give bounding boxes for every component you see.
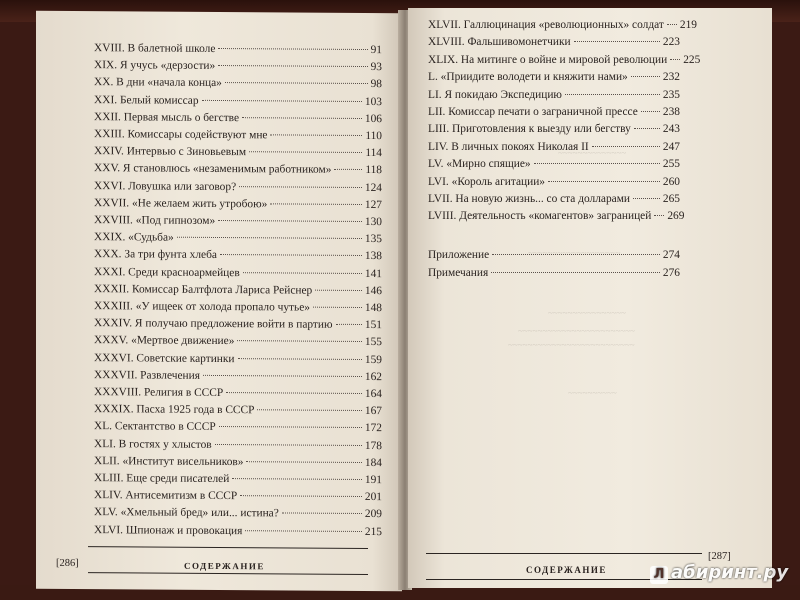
toc-entry-title: LVII. На новую жизнь... со ста долларами xyxy=(428,193,631,205)
toc-entry-page: 223 xyxy=(662,36,680,49)
toc-entry xyxy=(94,488,382,504)
toc-entry-page: 127 xyxy=(364,198,382,211)
toc-entry-title: XLV. «Хмельный бред» или... истина? xyxy=(94,506,279,520)
toc-entry-page: 130 xyxy=(364,216,382,229)
toc-entry-page: 274 xyxy=(662,249,680,261)
dot-leader xyxy=(220,254,362,256)
toc-entry-page: 269 xyxy=(667,210,685,223)
toc-entry-page: 232 xyxy=(662,71,680,84)
show-through-text: ~~~~~~~~~~~~~~ xyxy=(558,148,627,158)
watermark-text: абиринт.ру xyxy=(671,562,789,583)
toc-entry xyxy=(94,41,382,57)
dot-leader xyxy=(574,41,660,42)
toc-entry xyxy=(428,122,680,136)
toc-entry-title: XLVII. Галлюцинация «революционных» солдат xyxy=(428,19,664,31)
toc-entry-title: XL. Сектантство в СССР xyxy=(94,420,216,434)
dot-leader xyxy=(270,134,362,136)
show-through-text: ~~~~~~~~~~~~~~~~~~~ xyxy=(528,248,621,258)
toc-entry-page: 106 xyxy=(364,112,382,125)
toc-entry xyxy=(94,213,382,229)
dot-leader xyxy=(641,111,660,112)
toc-entry-title: XXIX. «Судьба» xyxy=(94,231,174,244)
toc-entry-page: 260 xyxy=(662,175,680,188)
toc-entry-title: LI. Я покидаю Экспедицию xyxy=(428,88,562,101)
dot-leader xyxy=(225,82,368,84)
toc-entry-page: 255 xyxy=(662,158,680,171)
dot-leader xyxy=(243,272,362,274)
toc-entry-page: 146 xyxy=(364,284,382,297)
dot-leader xyxy=(202,99,362,101)
dot-leader xyxy=(249,151,362,153)
dot-leader xyxy=(239,186,362,188)
toc-entry xyxy=(428,105,680,119)
toc-entry xyxy=(428,175,680,189)
dot-leader xyxy=(633,198,660,199)
toc-entry-page: 178 xyxy=(364,439,382,452)
dot-leader xyxy=(219,426,362,428)
dot-leader xyxy=(631,76,660,77)
toc-entry-title: XLVI. Шпионаж и провокация xyxy=(94,523,243,537)
toc-entry-title: XXV. Я становлюсь «незаменимым работником» xyxy=(94,162,332,177)
dot-leader xyxy=(177,237,362,239)
toc-entry xyxy=(428,140,680,154)
toc-entry-page: 93 xyxy=(370,61,382,74)
toc-entry-page: 110 xyxy=(365,130,382,143)
toc-entry xyxy=(94,265,382,281)
toc-entry xyxy=(94,368,382,384)
toc-entry xyxy=(94,385,382,401)
toc-entry xyxy=(94,196,382,212)
toc-entry xyxy=(94,144,382,160)
dot-leader xyxy=(667,24,677,25)
show-through-text: ~~~~~~~~~~ xyxy=(568,388,617,398)
toc-entry-title: LIII. Приготовления к выезду или бегству xyxy=(428,123,631,136)
running-head-left: СОДЕРЖАНИЕ xyxy=(184,560,265,572)
toc-entry-page: 98 xyxy=(370,78,382,91)
toc-entry xyxy=(94,316,382,332)
toc-entry-page: 209 xyxy=(364,508,382,521)
toc-entry xyxy=(94,58,382,74)
toc-entry-title: XXXIX. Пасха 1925 года в СССР xyxy=(94,403,255,417)
toc-entry-title: XIX. Я учусь «дерзости» xyxy=(94,59,216,73)
dot-leader xyxy=(565,94,660,95)
dot-leader xyxy=(246,461,361,463)
toc-entry xyxy=(428,209,685,223)
toc-entry-page: 238 xyxy=(662,106,680,118)
dot-leader xyxy=(334,169,362,170)
toc-entry-title: XXI. Белый комиссар xyxy=(94,93,199,107)
toc-entry-title: XXXV. «Мертвое движение» xyxy=(94,334,235,348)
toc-entry xyxy=(94,76,382,92)
toc-entry xyxy=(94,162,382,178)
toc-entry xyxy=(94,110,382,126)
dot-leader xyxy=(634,128,660,129)
toc-entry-page: 243 xyxy=(662,123,680,136)
show-through-text: ~~~~~~~~~~~~~~~~ xyxy=(548,308,626,318)
dot-leader xyxy=(336,324,362,325)
dot-leader xyxy=(491,272,660,273)
toc-entry-page: 114 xyxy=(365,147,382,160)
dot-leader xyxy=(203,375,362,377)
dot-leader xyxy=(218,220,362,222)
toc-entry-title: XXXVI. Советские картинки xyxy=(94,351,235,365)
toc-entry-page: 103 xyxy=(364,95,382,108)
dot-leader xyxy=(313,307,362,308)
dot-leader xyxy=(654,215,664,216)
toc-entry xyxy=(94,93,382,109)
toc-entry-title: XXVII. «Не желаем жить утробою» xyxy=(94,196,268,211)
toc-entry-page: 141 xyxy=(364,267,382,280)
dot-leader xyxy=(218,65,367,67)
toc-entry-page: 155 xyxy=(364,336,382,349)
toc-entry xyxy=(94,127,382,143)
toc-entry xyxy=(428,192,680,206)
toc-entry xyxy=(94,282,382,298)
toc-entry-title: XXIII. Комиссары содействуют мне xyxy=(94,128,268,142)
toc-entry xyxy=(94,351,382,367)
toc-entry-page: 118 xyxy=(365,164,382,177)
toc-entry-title: Приложение xyxy=(428,249,490,261)
dot-leader xyxy=(282,513,362,515)
toc-entry-page: 167 xyxy=(364,405,382,418)
toc-entry-title: LV. «Мирно спящие» xyxy=(428,158,531,171)
dot-leader xyxy=(592,146,660,147)
toc-entry-page: 247 xyxy=(662,140,680,153)
right-page xyxy=(408,8,772,588)
toc-entry-page: 219 xyxy=(679,19,697,31)
toc-entry-title: LII. Комиссар печати о заграничной прессе xyxy=(428,106,638,118)
toc-entry xyxy=(94,420,382,436)
page-number-right: [287] xyxy=(708,551,731,562)
toc-entry xyxy=(94,471,382,487)
dot-leader xyxy=(245,530,362,532)
dot-leader xyxy=(232,478,362,480)
toc-entry-page: 276 xyxy=(662,266,680,279)
dot-leader xyxy=(670,59,680,60)
show-through-text: ~~~~~~~~~~~~~~~~~~~~~~~~ xyxy=(518,326,635,336)
footer-rule-top xyxy=(426,553,702,554)
toc-entry-title: XXXII. Комиссар Балтфлота Лариса Рейснер xyxy=(94,282,313,297)
toc-entry xyxy=(94,230,382,246)
toc-entry-title: XXXIII. «У ищеек от холода пропало чутье» xyxy=(94,300,310,314)
show-through-text: ~~~~~~~~~~~~~~~~~~~~~~~~~~ xyxy=(508,340,635,350)
toc-entry xyxy=(94,454,382,470)
toc-entry-title: XXXVII. Развлечения xyxy=(94,368,200,382)
dot-leader xyxy=(548,181,660,182)
toc-entry-title: XLIII. Еще среди писателей xyxy=(94,472,230,486)
toc-entry-title: XLIV. Антисемитизм в СССР xyxy=(94,489,238,503)
dot-leader xyxy=(240,495,362,497)
toc-entry-title: XXIV. Интервью с Зиновьевым xyxy=(94,145,247,159)
running-head-right: СОДЕРЖАНИЕ xyxy=(526,565,607,575)
toc-entry-title: XLII. «Институт висельников» xyxy=(94,454,244,468)
toc-entry xyxy=(94,506,382,522)
dot-leader xyxy=(218,48,367,50)
toc-entry xyxy=(94,402,382,418)
toc-entry xyxy=(94,179,382,195)
toc-entry xyxy=(94,523,382,539)
footer-rule-bottom xyxy=(88,572,368,575)
dot-leader xyxy=(238,358,362,360)
toc-entry-title: XXXI. Среди красноармейцев xyxy=(94,265,240,279)
toc-entry-title: XXII. Первая мысль о бегстве xyxy=(94,110,240,124)
toc-entry-page: 235 xyxy=(662,88,680,101)
toc-entry-page: 215 xyxy=(364,525,382,538)
toc-entry-title: XXVIII. «Под гипнозом» xyxy=(94,214,216,227)
toc-entry-title: XXXVIII. Религия в СССР xyxy=(94,386,224,400)
page-number-left: [286] xyxy=(56,557,79,570)
toc-entry-title: LIV. В личных покоях Николая II xyxy=(428,140,589,153)
toc-entry-page: 162 xyxy=(364,370,382,383)
toc-entry-page: 164 xyxy=(364,388,382,401)
toc-entry-page: 148 xyxy=(364,302,382,315)
toc-entry-page: 201 xyxy=(364,491,382,504)
dot-leader xyxy=(315,289,362,290)
toc-entry-title: XLI. В гостях у хлыстов xyxy=(94,437,212,451)
toc-entry xyxy=(428,18,697,32)
toc-entry-page: 135 xyxy=(364,233,382,246)
dot-leader xyxy=(270,203,362,205)
toc-entry xyxy=(428,266,680,280)
toc-entry-title: LVI. «Король агитации» xyxy=(428,175,545,188)
toc-entry-title: XLIX. На митинге о войне и мировой революции xyxy=(428,53,668,66)
toc-entry-title: XXVI. Ловушка или заговор? xyxy=(94,179,237,193)
toc-entry xyxy=(428,35,680,49)
toc-entry-page: 124 xyxy=(364,181,382,194)
toc-entry xyxy=(428,70,680,84)
dot-leader xyxy=(215,444,362,446)
toc-entry-page: 265 xyxy=(662,193,680,205)
dot-leader xyxy=(534,163,660,164)
toc-entry-title: XXXIV. Я получаю предложение войти в партию xyxy=(94,317,333,331)
dot-leader xyxy=(257,409,361,411)
dot-leader xyxy=(226,392,362,394)
toc-entry xyxy=(428,53,701,67)
toc-entry-title: XXX. За три фунта хлеба xyxy=(94,248,217,262)
toc-entry-title: LVIII. Деятельность «комагентов» заграницей xyxy=(428,210,652,223)
left-page xyxy=(36,11,402,592)
toc-entry-title: L. «Приидите володети и княжити нами» xyxy=(428,71,628,84)
toc-entry-page: 151 xyxy=(364,319,382,332)
toc-entry-page: 184 xyxy=(364,456,382,469)
dot-leader xyxy=(237,341,361,343)
toc-entry xyxy=(94,299,382,315)
toc-entry xyxy=(94,248,382,264)
toc-entry-page: 138 xyxy=(364,250,382,263)
toc-entry xyxy=(94,334,382,350)
toc-entry-page: 159 xyxy=(364,353,382,366)
dot-leader xyxy=(242,117,362,119)
labirint-watermark xyxy=(650,562,788,584)
toc-entry xyxy=(428,157,680,171)
footer-rule-top xyxy=(88,546,368,549)
toc-entry-page: 191 xyxy=(364,474,382,487)
toc-entry-title: XX. В дни «начала конца» xyxy=(94,76,222,90)
toc-entry-page: 172 xyxy=(364,422,382,435)
toc-entry xyxy=(428,88,680,102)
toc-entry-title: XLVIII. Фальшивомонетчики xyxy=(428,36,571,49)
toc-entry xyxy=(94,437,382,453)
labirint-logo-icon: Л xyxy=(650,566,668,584)
toc-entry-title: XVIII. В балетной школе xyxy=(94,42,216,55)
toc-entry-title: Примечания xyxy=(428,266,489,279)
toc-entry-page: 225 xyxy=(683,53,701,66)
toc-entry-page: 91 xyxy=(370,44,382,57)
